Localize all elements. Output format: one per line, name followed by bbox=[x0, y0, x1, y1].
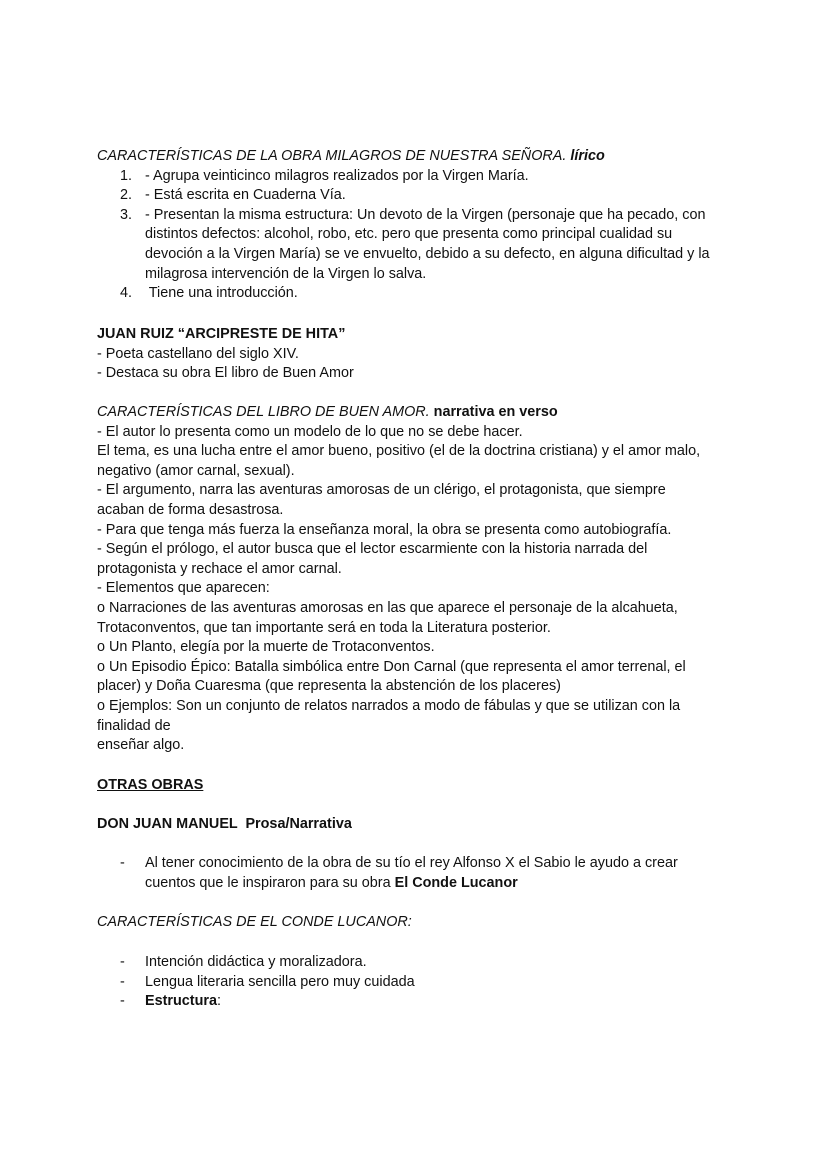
paragraph-line: acaban de forma desastrosa. bbox=[97, 501, 284, 518]
paragraph-line: placer) y Doña Cuaresma (que representa la abstención de los placeres) bbox=[97, 678, 561, 695]
paragraph-line: o Un Planto, elegía por la muerte de Trotaconventos. bbox=[97, 639, 435, 656]
conde-lucanor-item: Lengua literaria sencilla pero muy cuidada bbox=[145, 973, 415, 990]
list-number: 1. bbox=[120, 167, 133, 184]
paragraph-line: Trotaconventos, que tan importante será en toda la Literatura posterior. bbox=[97, 619, 551, 636]
milagros-heading-tag: lírico bbox=[570, 148, 605, 164]
list-item-line: - Agrupa veinticinco milagros realizados por la Virgen María. bbox=[145, 167, 529, 184]
paragraph-line: - Para que tenga más fuerza la enseñanza moral, la obra se presenta como autobiografía. bbox=[97, 521, 672, 538]
paragraph-line: - Elementos que aparecen: bbox=[97, 580, 270, 597]
paragraph-line: negativo (amor carnal, sexual). bbox=[97, 462, 295, 479]
list-item-line: devoción a la Virgen María) se ve envuelto, debido a su defecto, en alguna dificultad y la bbox=[145, 245, 710, 262]
list-number: 3. bbox=[120, 206, 133, 223]
numbered-list-item bbox=[97, 284, 737, 304]
paragraph-line: enseñar algo. bbox=[97, 737, 185, 754]
estructura-label: Estructura bbox=[145, 993, 217, 1010]
buen-amor-heading-tag: narrativa en verso bbox=[433, 404, 558, 420]
milagros-list bbox=[97, 167, 737, 304]
otras-obras-section bbox=[97, 776, 737, 796]
paragraph-line: El tema, es una lucha entre el amor bueno, positivo (el de la doctrina cristiana) y el amor malo, bbox=[97, 443, 701, 460]
paragraph-line: protagonista y rechace el amor carnal. bbox=[97, 560, 342, 577]
paragraph-line: o Ejemplos: Son un conjunto de relatos narrados a modo de fábulas y que se utilizan con la bbox=[97, 697, 681, 714]
conde-lucanor-title: El Conde Lucanor bbox=[394, 874, 518, 891]
numbered-list-item bbox=[97, 186, 737, 206]
list-item bbox=[97, 973, 737, 993]
otras-obras-heading: OTRAS OBRAS bbox=[97, 777, 204, 793]
numbered-list-item bbox=[97, 206, 737, 284]
paragraph-line: o Un Episodio Épico: Batalla simbólica entre Don Carnal (que representa el amor terrenal, el bbox=[97, 658, 686, 675]
conde-lucanor-item: Intención didáctica y moralizadora. bbox=[145, 954, 367, 970]
milagros-heading-line bbox=[97, 147, 737, 167]
don-juan-manuel-heading: DON JUAN MANUEL Prosa/Narrativa bbox=[97, 816, 352, 832]
don-juan-manuel-list bbox=[97, 854, 737, 893]
estructura-colon: : bbox=[216, 993, 221, 1010]
list-dash: - bbox=[120, 954, 125, 970]
conde-lucanor-list bbox=[97, 953, 737, 1012]
buen-amor-heading: CARACTERÍSTICAS DEL LIBRO DE BUEN AMOR. bbox=[97, 404, 430, 420]
list-item-line: - Presentan la misma estructura: Un devoto de la Virgen (personaje que ha pecado, con bbox=[145, 206, 706, 223]
juan-ruiz-line: - Poeta castellano del siglo XIV. bbox=[97, 345, 299, 362]
juan-ruiz-section bbox=[97, 325, 737, 384]
conde-lucanor-heading: CARACTERÍSTICAS DE EL CONDE LUCANOR: bbox=[97, 914, 412, 930]
list-item bbox=[97, 953, 737, 973]
numbered-list-item bbox=[97, 167, 737, 187]
paragraph-line: - Según el prólogo, el autor busca que el lector escarmiente con la historia narrada del bbox=[97, 541, 648, 558]
list-number: 4. bbox=[120, 285, 133, 302]
list-dash: - bbox=[120, 855, 125, 871]
list-item-line: - Está escrita en Cuaderna Vía. bbox=[145, 187, 346, 204]
paragraph-line: - El argumento, narra las aventuras amorosas de un clérigo, el protagonista, que siempre bbox=[97, 482, 666, 499]
list-number: 2. bbox=[120, 187, 133, 204]
juan-ruiz-heading: JUAN RUIZ “ARCIPRESTE DE HITA” bbox=[97, 326, 346, 342]
juan-ruiz-line: - Destaca su obra El libro de Buen Amor bbox=[97, 365, 354, 382]
list-item bbox=[97, 992, 737, 1012]
buen-amor-heading-line bbox=[97, 403, 737, 423]
conde-lucanor-section bbox=[97, 913, 737, 933]
buen-amor-body bbox=[97, 423, 737, 756]
list-item-line: milagrosa intervención de la Virgen lo salva. bbox=[145, 265, 427, 282]
paragraph-line: finalidad de bbox=[97, 717, 171, 734]
list-item-line: Tiene una introducción. bbox=[145, 285, 298, 302]
list-dash: - bbox=[120, 973, 125, 990]
list-item-line: distintos defectos: alcohol, robo, etc. pero que presenta como principal cualidad su bbox=[145, 226, 673, 243]
don-juan-manuel-item-line1: Al tener conocimiento de la obra de su tío el rey Alfonso X el Sabio le ayudo a crear bbox=[145, 855, 678, 871]
milagros-section bbox=[97, 147, 737, 304]
paragraph-line: - El autor lo presenta como un modelo de lo que no se debe hacer. bbox=[97, 423, 523, 440]
buen-amor-section bbox=[97, 403, 737, 756]
don-juan-manuel-item-line2-text: cuentos que le inspiraron para su obra bbox=[145, 874, 395, 891]
list-dash: - bbox=[120, 993, 125, 1010]
list-item bbox=[97, 854, 737, 893]
don-juan-manuel-section bbox=[97, 815, 737, 835]
don-juan-manuel-item-line2 bbox=[145, 874, 737, 894]
paragraph-line: o Narraciones de las aventuras amorosas en las que aparece el personaje de la alcahueta, bbox=[97, 599, 678, 616]
milagros-heading: CARACTERÍSTICAS DE LA OBRA MILAGROS DE NUESTRA SEÑORA. bbox=[97, 148, 567, 164]
